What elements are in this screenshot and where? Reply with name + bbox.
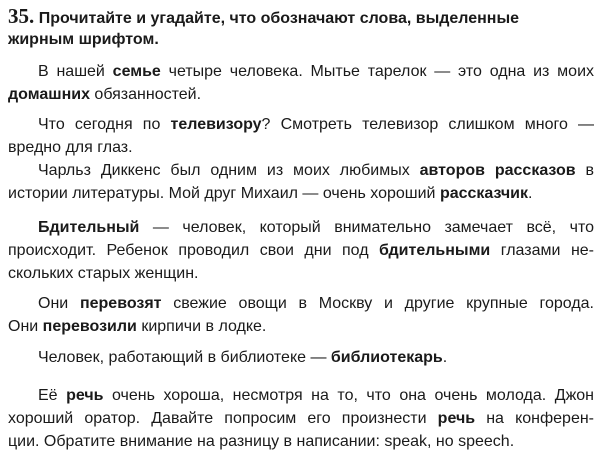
text-line: [8, 432, 514, 452]
exercise-number: 35.: [8, 4, 35, 28]
text-line: [8, 317, 266, 337]
text-run: Чарльз Диккенс был одним из моих любимых: [38, 162, 420, 179]
text-run: очень хороша, несмотря на то, что она очень молода. Джон: [103, 387, 595, 404]
text-run: скольких старых женщин.: [8, 265, 199, 282]
text-run: четыре человека. Мытье тарелок — это одна из моих: [160, 63, 595, 80]
text-line: [8, 85, 201, 105]
text-run: глазами не-: [490, 242, 594, 259]
text-run: ? Смотреть телевизор слишком много —: [261, 116, 595, 133]
exercise-header: [8, 6, 519, 29]
text-run: на конферен-: [475, 410, 595, 427]
text-line: [38, 348, 447, 368]
text-line: [8, 138, 133, 158]
highlighted-word: речь: [66, 387, 104, 404]
highlighted-word: авторов рассказов: [419, 162, 576, 179]
text-line: [8, 241, 594, 261]
text-run: .: [442, 349, 448, 366]
highlighted-word: Бдительный: [38, 219, 140, 236]
text-run: происходит. Ребенок проводил свои дни под: [8, 242, 380, 259]
text-line: [38, 294, 594, 314]
exercise-instruction-line2: жирным шрифтом.: [8, 31, 159, 48]
text-run: — человек, который внимательно замечает всё, что: [139, 219, 594, 236]
text-line: [38, 218, 594, 238]
text-run: В нашей: [38, 63, 113, 80]
text-line: [38, 386, 594, 406]
highlighted-word: семье: [112, 63, 161, 80]
highlighted-word: библиотекарь: [330, 349, 443, 366]
highlighted-word: рассказчик: [439, 185, 528, 202]
text-line: [38, 161, 594, 181]
highlighted-word: перевозят: [79, 295, 162, 312]
text-run: вредно для глаз.: [8, 139, 133, 156]
text-run: истории литературы. Мой друг Михаил — очень хороший: [8, 185, 440, 202]
text-run: свежие овощи в Москву и другие крупные города.: [161, 295, 594, 312]
highlighted-word: телевизору: [170, 116, 262, 133]
text-line: [38, 115, 594, 135]
text-run: Человек, работающий в библиотеке —: [38, 349, 331, 366]
text-line: [8, 184, 532, 204]
text-run: Они: [38, 295, 80, 312]
text-run: ции. Обратите внимание на разницу в написании: speak, но speech.: [8, 433, 515, 450]
text-line: [8, 264, 199, 284]
highlighted-word: бдительными: [379, 242, 491, 259]
text-line: [8, 409, 594, 429]
text-run: Они: [8, 318, 43, 335]
exercise-instruction-line1: Прочитайте и угадайте, что обозначают слова, выделенные: [38, 10, 520, 27]
text-run: .: [527, 185, 533, 202]
text-run: Её: [38, 387, 67, 404]
highlighted-word: речь: [437, 410, 476, 427]
text-run: кирпичи в лодке.: [136, 318, 267, 335]
text-run: обязанностей.: [89, 86, 202, 103]
highlighted-word: перевозили: [42, 318, 137, 335]
text-run: Что сегодня по: [38, 116, 171, 133]
text-run: в: [575, 162, 594, 179]
highlighted-word: домашних: [8, 86, 90, 103]
text-line: [38, 62, 594, 82]
text-run: хороший оратор. Давайте попросим его произнести: [8, 410, 438, 427]
